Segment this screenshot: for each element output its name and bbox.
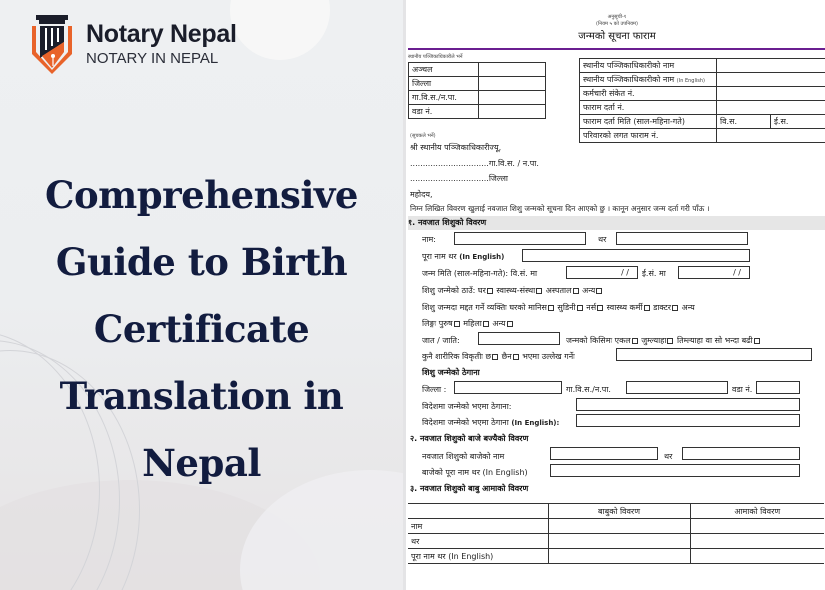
section-3-title: ३. नवजात शिशुको बाबु आमाको विवरण: [410, 484, 529, 493]
office-value[interactable]: [479, 91, 546, 105]
row-label: थर: [408, 534, 548, 549]
disability-detail-field[interactable]: [616, 348, 812, 361]
ward-field[interactable]: [756, 381, 800, 394]
birth-type-row: जन्मको किसिमः एकल जुम्ल्याहा तिम्ल्याहा वा सो भन्दा बढी: [566, 335, 761, 346]
brand-name: Notary Nepal: [86, 20, 237, 48]
registrar-value[interactable]: [717, 101, 825, 115]
district-label: जिल्ला :: [422, 385, 447, 394]
mother-cell[interactable]: [690, 519, 824, 534]
office-value[interactable]: [479, 77, 546, 91]
checkbox[interactable]: [632, 338, 638, 344]
father-cell[interactable]: [548, 534, 690, 549]
banner-panel: [0, 0, 403, 590]
dob-bs-label: जन्म मिति (साल-महिना-गते): वि.सं. मा: [422, 269, 538, 278]
grandfather-surname-label: थर: [664, 452, 673, 461]
registrar-label: कर्मचारी संकेत नं.: [580, 87, 717, 101]
checkbox[interactable]: [577, 305, 583, 311]
checkbox[interactable]: [492, 354, 498, 360]
checkbox[interactable]: [573, 288, 579, 294]
header-divider: [408, 48, 825, 50]
brand-logo[interactable]: [28, 12, 237, 76]
checkbox[interactable]: [597, 305, 603, 311]
checkbox[interactable]: [672, 305, 678, 311]
informant-hint: (सूचकले भर्ने): [410, 133, 436, 139]
schedule-label: अनुसूची-१: [607, 14, 627, 20]
checkbox[interactable]: [454, 321, 460, 327]
registrar-value[interactable]: [717, 129, 825, 143]
birth-form-document: [403, 0, 825, 590]
dob-ad-field[interactable]: / /: [678, 266, 750, 279]
surname-label: थर: [598, 235, 607, 244]
salutation-to: श्री स्थानीय पञ्जिकाधिकारीज्यू,: [410, 143, 502, 152]
background-shape: [230, 0, 330, 60]
abroad-address-en-label: विदेशमा जन्मेको भएमा ठेगाना (In English):: [422, 418, 560, 427]
checkbox[interactable]: [513, 354, 519, 360]
headline-line: Certificate: [93, 307, 310, 351]
page-headline: [0, 162, 403, 497]
abroad-address-field[interactable]: [576, 398, 800, 411]
table-header-mother: आमाको विवरण: [690, 504, 824, 519]
rule-reference: (नियम ५ को उपनियम): [596, 21, 638, 27]
mother-cell[interactable]: [690, 549, 824, 564]
office-label: अञ्चल: [409, 63, 479, 77]
checkbox[interactable]: [487, 288, 493, 294]
checkbox[interactable]: [596, 288, 602, 294]
child-full-name-english-field[interactable]: [522, 249, 750, 262]
checkbox[interactable]: [644, 305, 650, 311]
office-caption: स्थानीय पञ्जिकाधिकारीले भर्ने: [408, 54, 463, 60]
registrar-label: स्थानीय पञ्जिकाधिकारीको नाम: [580, 59, 717, 73]
salutation-body: निम्न लिखित विवरण खुलाई नवजात शिशु जन्मको सूचना दिन आएको छु । कानून अनुसार जन्म दर्ता गरी पाँऊ ।: [410, 204, 710, 213]
headline-line: Comprehensive: [45, 173, 358, 217]
table-row: [408, 534, 824, 549]
registrar-label: फाराम दर्ता नं.: [580, 101, 717, 115]
office-table: [408, 62, 546, 119]
row-label: पूरा नाम थर (In English): [408, 549, 548, 564]
vdc-field[interactable]: [626, 381, 728, 394]
gender-row: लिङ्गः पुरुष महिला अन्य: [422, 318, 514, 329]
form-schedule: [406, 14, 825, 28]
checkbox[interactable]: [507, 321, 513, 327]
mother-cell[interactable]: [690, 534, 824, 549]
grandfather-full-name-label: बाजेको पूरा नाम थर (In English): [422, 468, 528, 477]
grandfather-full-name-field[interactable]: [550, 464, 800, 477]
registrar-table: [579, 58, 825, 143]
birthplace-row: शिशु जन्मेको ठाउँ: घर स्वास्थ्य-संस्था अस्पताल अन्य: [422, 285, 603, 296]
grandfather-name-label: नवजात शिशुको बाजेको नाम: [422, 452, 505, 461]
disability-row: कुनै शारीरिक विकृतीः छ छैन भएमा उल्लेख गर्नेः: [422, 352, 575, 361]
birth-helper-row: शिशु जन्मदा मद्दत गर्ने व्यक्तिः घरको मानिस सुडिनी नर्स स्वास्थ्य कर्मी डाक्टर अन्य: [422, 303, 695, 312]
district-field[interactable]: [454, 381, 562, 394]
abroad-address-label: विदेशमा जन्मेको भएमा ठेगाना:: [422, 402, 512, 411]
grandfather-name-field[interactable]: [550, 447, 658, 460]
checkbox[interactable]: [536, 288, 542, 294]
vdc-label: गा.वि.स./न.पा.: [566, 385, 611, 394]
date-ad-cell[interactable]: ई.स.: [771, 115, 825, 129]
date-bs-cell[interactable]: वि.स.: [717, 115, 771, 129]
headline-line: Translation in: [59, 374, 344, 418]
checkbox[interactable]: [483, 321, 489, 327]
section-2-title: २. नवजात शिशुको बाजे बज्यैको विवरण: [410, 434, 529, 443]
dob-ad-label: ई.सं. मा: [642, 269, 666, 278]
table-header-father: बाबुको विवरण: [548, 504, 690, 519]
salutation-vdc: ...............................गा.वि.स. / न.पा.: [410, 159, 539, 168]
caste-field[interactable]: [478, 332, 560, 345]
registrar-label: फाराम दर्ता मिति (साल-महिना-गते): [580, 115, 717, 129]
office-label: वडा नं.: [409, 105, 479, 119]
registrar-label: परिवारको लगत फाराम नं.: [580, 129, 717, 143]
office-value[interactable]: [479, 63, 546, 77]
salutation-greeting: महोदय,: [410, 190, 433, 199]
full-name-label: पूरा नाम थर (In English): [422, 252, 505, 261]
checkbox[interactable]: [754, 338, 760, 344]
registrar-label: स्थानीय पञ्जिकाधिकारीको नाम (In English): [580, 73, 717, 87]
caste-label: जात / जाति:: [422, 336, 460, 345]
father-cell[interactable]: [548, 549, 690, 564]
office-label: जिल्ला: [409, 77, 479, 91]
dob-bs-field[interactable]: / /: [566, 266, 638, 279]
grandfather-surname-field[interactable]: [682, 447, 800, 460]
parents-table: [408, 503, 824, 564]
office-value[interactable]: [479, 105, 546, 119]
father-cell[interactable]: [548, 519, 690, 534]
registrar-value[interactable]: [717, 59, 825, 73]
headline-line: Guide to Birth: [55, 240, 348, 284]
birth-address-title: शिशु जन्मेको ठेगाना: [422, 368, 480, 377]
section-1-title: १. नवजात शिशुको विवरण: [408, 216, 825, 230]
form-title: जन्मको सूचना फाराम: [578, 31, 656, 42]
checkbox[interactable]: [548, 305, 554, 311]
pillar-pen-shield-icon: [28, 12, 76, 76]
table-row: [408, 519, 824, 534]
table-header: [408, 504, 548, 519]
salutation-district: ...............................जिल्ला: [410, 174, 508, 183]
child-name-field[interactable]: [454, 232, 586, 245]
checkbox[interactable]: [667, 338, 673, 344]
row-label: नाम: [408, 519, 548, 534]
registrar-value[interactable]: [717, 87, 825, 101]
brand-tagline: NOTARY IN NEPAL: [86, 50, 219, 67]
abroad-address-en-field[interactable]: [576, 414, 800, 427]
name-label: नाम:: [422, 235, 436, 244]
table-row: [408, 549, 824, 564]
headline-line: Nepal: [142, 441, 261, 485]
office-label: गा.वि.स./न.पा.: [409, 91, 479, 105]
ward-label: वडा नं.: [732, 385, 753, 394]
child-surname-field[interactable]: [616, 232, 748, 245]
registrar-value[interactable]: [717, 73, 825, 87]
